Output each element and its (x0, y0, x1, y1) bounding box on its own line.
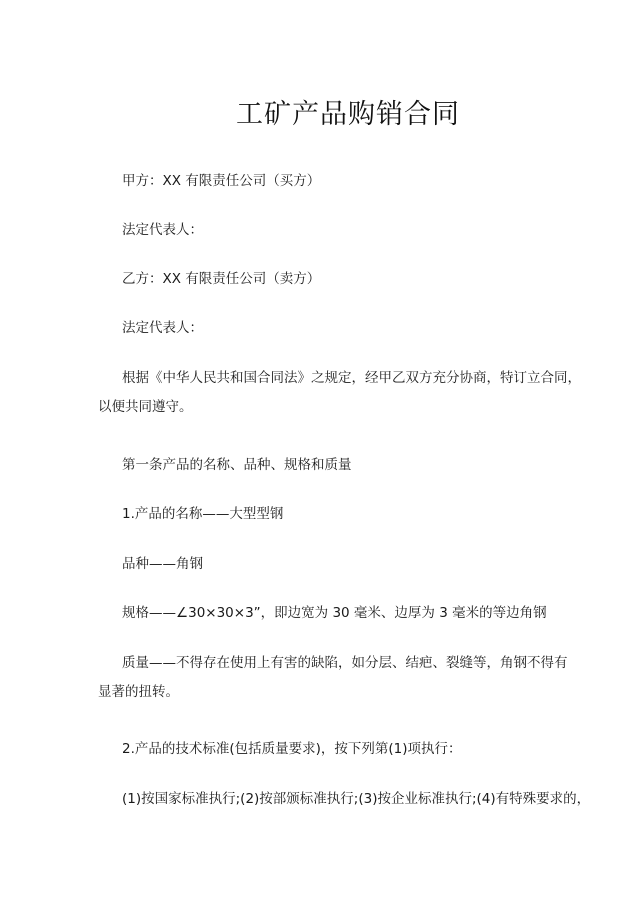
party-a-representative (98, 219, 548, 241)
item-1-quality (98, 652, 568, 703)
item-1-variety-text: 品种——角钢 (122, 556, 203, 572)
party-a (98, 170, 548, 192)
item-2-options (98, 788, 591, 810)
item-1-spec (98, 602, 548, 624)
party-a-text: 甲方：XX 有限责任公司（买方） (122, 173, 321, 189)
article-1-heading (98, 454, 548, 476)
item-1-name (98, 503, 548, 525)
preamble-line-1: 根据《中华人民共和国合同法》之规定，经甲乙双方充分协商，特订立合同， (122, 370, 581, 386)
party-b-representative-text: 法定代表人： (122, 320, 203, 336)
item-2-standard-text: 2.产品的技术标准(包括质量要求)，按下列第(1)项执行： (122, 741, 462, 757)
item-2-options-text: (1)按国家标准执行;(2)按部颁标准执行;(3)按企业标准执行;(4)有特殊要求的， (122, 791, 591, 807)
preamble-line-2: 以便共同遵守。 (98, 399, 193, 415)
party-b (98, 268, 548, 290)
item-2-standard (98, 738, 548, 760)
document-title: 工矿产品购销合同 (236, 99, 460, 130)
party-b-text: 乙方：XX 有限责任公司（卖方） (122, 271, 321, 287)
item-1-quality-line-1: 质量——不得存在使用上有害的缺陷，如分层、结疤、裂缝等，角钢不得有 (122, 655, 568, 671)
party-a-representative-text: 法定代表人： (122, 222, 203, 238)
party-b-representative (98, 317, 548, 339)
preamble-paragraph (98, 367, 581, 418)
item-1-name-text: 1.产品的名称——大型型钢 (122, 506, 284, 522)
item-1-variety (98, 553, 548, 575)
item-1-quality-line-2: 显著的扭转。 (98, 684, 179, 700)
article-1-heading-text: 第一条产品的名称、品种、规格和质量 (122, 457, 352, 473)
item-1-spec-text: 规格——∠30×30×3”，即边宽为 30 毫米、边厚为 3 毫米的等边角钢 (122, 605, 547, 621)
